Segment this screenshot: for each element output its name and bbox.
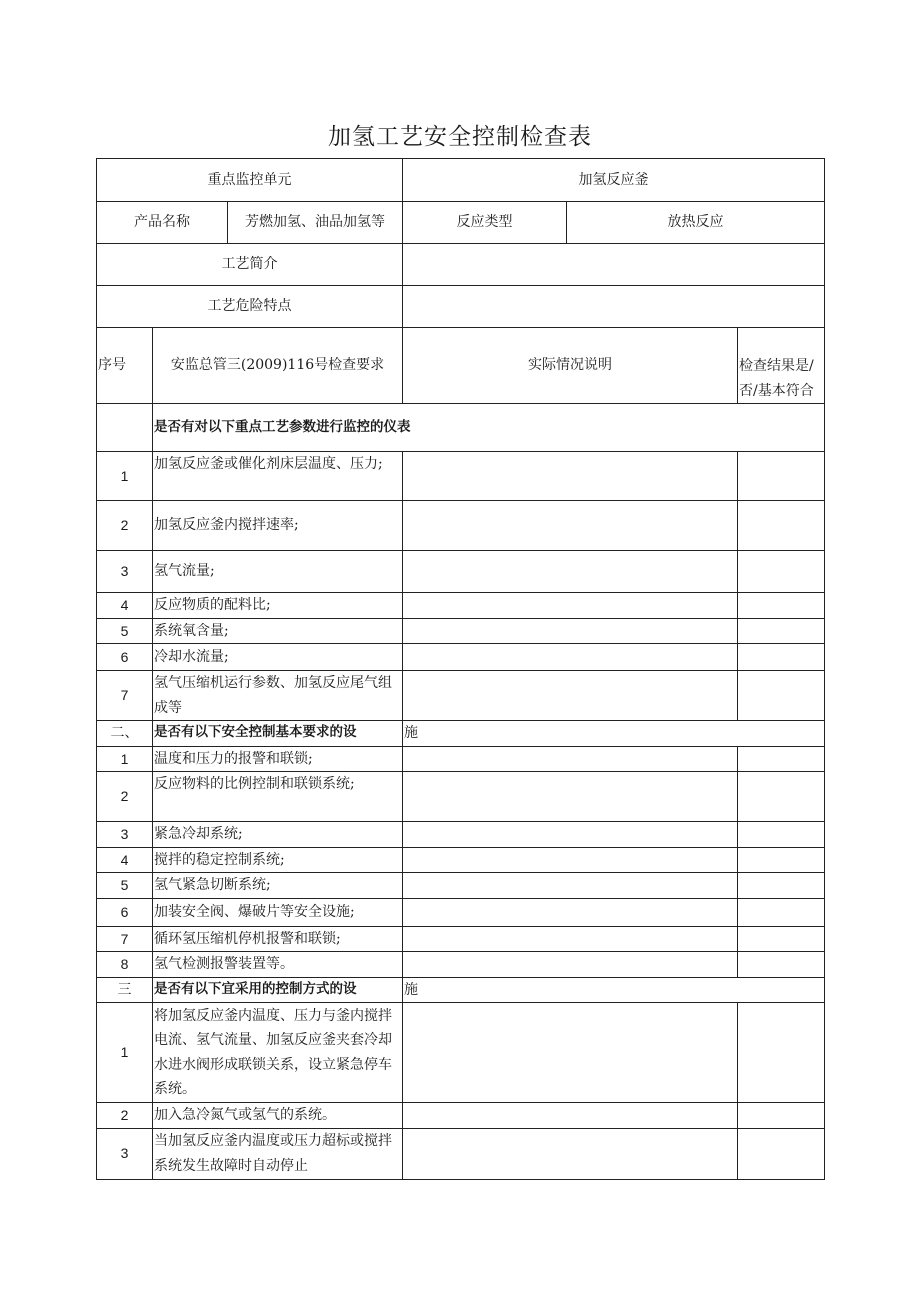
- unit-value: 加氢反应釜: [403, 159, 825, 202]
- inspection-table: [96, 158, 825, 1180]
- table-row: [97, 952, 825, 978]
- item-requirement: 温度和压力的报警和联锁;: [153, 746, 403, 772]
- requirement-header: 安监总管三(2009)116号检查要求: [153, 328, 403, 404]
- section-title-tail: 施: [403, 977, 825, 1003]
- product-value: 芳燃加氢、油品加氢等: [228, 202, 403, 244]
- table-row: [97, 593, 825, 619]
- table-row: [97, 1003, 825, 1103]
- product-label: 产品名称: [97, 202, 228, 244]
- section-row: [97, 977, 825, 1003]
- table-row: [97, 452, 825, 501]
- item-requirement: 反应物质的配料比;: [153, 593, 403, 619]
- column-header-row: [97, 328, 825, 404]
- item-number: 5: [97, 873, 153, 899]
- result-header: 检查结果是/否/基本符合: [738, 328, 825, 404]
- table-row: [97, 501, 825, 551]
- actual-cell: [403, 746, 738, 772]
- result-cell: [738, 1003, 825, 1103]
- section-number: 三: [97, 977, 153, 1003]
- actual-cell: [403, 873, 738, 899]
- process-intro-row: [97, 244, 825, 286]
- process-intro-value: [403, 244, 825, 286]
- item-number: 1: [97, 1003, 153, 1103]
- result-cell: [738, 1128, 825, 1179]
- table-row: [97, 746, 825, 772]
- section-title: 是否有以下安全控制基本要求的设: [153, 721, 403, 747]
- actual-cell: [403, 898, 738, 926]
- page-title: 加氢工艺安全控制检查表: [328, 124, 592, 150]
- item-number: 2: [97, 1103, 153, 1129]
- result-cell: [738, 746, 825, 772]
- actual-cell: [403, 1103, 738, 1129]
- product-row: [97, 202, 825, 244]
- item-number: 1: [97, 452, 153, 501]
- item-number: 3: [97, 551, 153, 593]
- item-requirement: 加氢反应釜或催化剂床层温度、压力;: [153, 452, 403, 501]
- item-requirement: 将加氢反应釜内温度、压力与釜内搅拌电流、氢气流量、加氢反应釜夹套冷却水进水阀形成联锁关系，设立紧急停车系统。: [153, 1003, 403, 1103]
- unit-row: [97, 159, 825, 202]
- table-row: [97, 926, 825, 952]
- item-number: 2: [97, 501, 153, 551]
- result-cell: [738, 551, 825, 593]
- reaction-type-label: 反应类型: [403, 202, 567, 244]
- actual-cell: [403, 1003, 738, 1103]
- actual-cell: [403, 452, 738, 501]
- section-row: [97, 404, 825, 452]
- table-row: [97, 618, 825, 644]
- table-row: [97, 671, 825, 721]
- actual-cell: [403, 644, 738, 671]
- result-cell: [738, 452, 825, 501]
- table-row: [97, 1103, 825, 1129]
- section-title: 是否有对以下重点工艺参数进行监控的仪表: [153, 404, 825, 452]
- item-requirement: 氢气流量;: [153, 551, 403, 593]
- item-requirement: 当加氢反应釜内温度或压力超标或搅拌系统发生故障时自动停止: [153, 1128, 403, 1179]
- section-title: 是否有以下宜采用的控制方式的设: [153, 977, 403, 1003]
- item-number: 3: [97, 1128, 153, 1179]
- item-number: 6: [97, 644, 153, 671]
- reaction-type-value: 放热反应: [567, 202, 825, 244]
- hazard-value: [403, 286, 825, 328]
- item-requirement: 加装安全阀、爆破片等安全设施;: [153, 898, 403, 926]
- item-requirement: 搅拌的稳定控制系统;: [153, 847, 403, 873]
- result-cell: [738, 952, 825, 978]
- item-number: 4: [97, 847, 153, 873]
- actual-cell: [403, 822, 738, 848]
- item-number: 7: [97, 671, 153, 721]
- item-requirement: 反应物料的比例控制和联锁系统;: [153, 772, 403, 822]
- actual-cell: [403, 1128, 738, 1179]
- actual-cell: [403, 501, 738, 551]
- item-number: 4: [97, 593, 153, 619]
- item-requirement: 紧急冷却系统;: [153, 822, 403, 848]
- result-cell: [738, 898, 825, 926]
- seq-header: 序号: [97, 328, 153, 404]
- actual-cell: [403, 952, 738, 978]
- section-number: [97, 404, 153, 452]
- actual-cell: [403, 593, 738, 619]
- actual-cell: [403, 618, 738, 644]
- table-row: [97, 644, 825, 671]
- result-cell: [738, 593, 825, 619]
- actual-cell: [403, 772, 738, 822]
- table-row: [97, 873, 825, 899]
- item-number: 1: [97, 746, 153, 772]
- item-requirement: 冷却水流量;: [153, 644, 403, 671]
- item-requirement: 循环氢压缩机停机报警和联锁;: [153, 926, 403, 952]
- result-cell: [738, 644, 825, 671]
- result-cell: [738, 926, 825, 952]
- actual-header: 实际情况说明: [403, 328, 738, 404]
- table-row: [97, 772, 825, 822]
- actual-cell: [403, 551, 738, 593]
- hazard-row: [97, 286, 825, 328]
- item-requirement: 氢气检测报警装置等。: [153, 952, 403, 978]
- item-requirement: 氢气紧急切断系统;: [153, 873, 403, 899]
- result-cell: [738, 1103, 825, 1129]
- item-number: 8: [97, 952, 153, 978]
- table-row: [97, 822, 825, 848]
- section-number: 二、: [97, 721, 153, 747]
- table-row: [97, 1128, 825, 1179]
- result-cell: [738, 873, 825, 899]
- section-row: [97, 721, 825, 747]
- process-intro-label: 工艺简介: [97, 244, 403, 286]
- actual-cell: [403, 671, 738, 721]
- item-number: 7: [97, 926, 153, 952]
- result-cell: [738, 618, 825, 644]
- table-row: [97, 551, 825, 593]
- item-requirement: 加氢反应釜内搅拌速率;: [153, 501, 403, 551]
- table-row: [97, 898, 825, 926]
- item-requirement: 系统氧含量;: [153, 618, 403, 644]
- section-title-tail: 施: [403, 721, 825, 747]
- item-number: 2: [97, 772, 153, 822]
- result-cell: [738, 822, 825, 848]
- unit-label: 重点监控单元: [97, 159, 403, 202]
- actual-cell: [403, 926, 738, 952]
- result-cell: [738, 501, 825, 551]
- actual-cell: [403, 847, 738, 873]
- result-cell: [738, 772, 825, 822]
- item-requirement: 氢气压缩机运行参数、加氢反应尾气组成等: [153, 671, 403, 721]
- table-row: [97, 847, 825, 873]
- item-number: 5: [97, 618, 153, 644]
- result-cell: [738, 847, 825, 873]
- item-number: 3: [97, 822, 153, 848]
- result-cell: [738, 671, 825, 721]
- hazard-label: 工艺危险特点: [97, 286, 403, 328]
- item-number: 6: [97, 898, 153, 926]
- item-requirement: 加入急冷氮气或氢气的系统。: [153, 1103, 403, 1129]
